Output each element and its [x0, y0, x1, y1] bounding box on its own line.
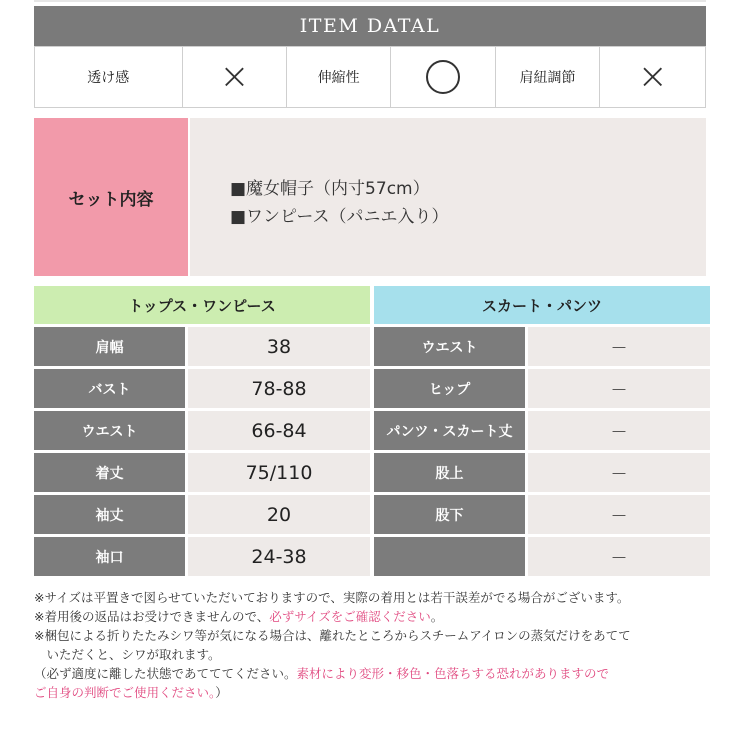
bottoms-label: ヒップ — [374, 369, 525, 408]
tops-label: 袖口 — [34, 537, 185, 576]
detail-label-stretch: 伸縮性 — [287, 47, 391, 107]
tops-row — [34, 537, 370, 576]
tops-label: ウエスト — [34, 411, 185, 450]
notes — [34, 588, 724, 702]
tops-label: バスト — [34, 369, 185, 408]
bottoms-row — [374, 537, 710, 576]
tops-row — [34, 369, 370, 408]
tops-label: 肩幅 — [34, 327, 185, 366]
note-line: ※着用後の返品はお受けできませんので、必ずサイズをご確認ください。 — [34, 609, 444, 624]
bottoms-row — [374, 369, 710, 408]
top-divider — [34, 0, 706, 2]
bottoms-row — [374, 411, 710, 450]
bottoms-row — [374, 327, 710, 366]
bottoms-label: 股上 — [374, 453, 525, 492]
tops-label: 着丈 — [34, 453, 185, 492]
detail-label-strap: 肩紐調節 — [496, 47, 601, 107]
tops-header: トップス・ワンピース — [34, 286, 370, 324]
header-title: ITEM DATAL — [299, 15, 441, 37]
detail-value-stretch — [391, 47, 496, 107]
note-line: （必ず適度に離した状態であてててください。素材により変形・移色・色落ちする恐れがありますので — [34, 666, 610, 681]
bottoms-row — [374, 495, 710, 534]
tops-value: 75/110 — [188, 453, 370, 492]
tops-value: 20 — [188, 495, 370, 534]
tops-value: 24-38 — [188, 537, 370, 576]
detail-value-strap — [600, 47, 705, 107]
note-line: いただくと、シワが取れます。 — [34, 647, 221, 662]
tops-value: 38 — [188, 327, 370, 366]
detail-label-transparency: 透け感 — [35, 47, 183, 107]
bottoms-row — [374, 453, 710, 492]
item-detail-table — [34, 46, 706, 108]
set-item: ■魔女帽子（内寸57cm） — [230, 179, 430, 199]
tops-value: 78-88 — [188, 369, 370, 408]
note-line: ご自身の判断でご使用ください。） — [34, 685, 228, 700]
bottoms-value: － — [528, 537, 710, 576]
bottoms-value: － — [528, 369, 710, 408]
tops-label: 袖丈 — [34, 495, 185, 534]
tops-row — [34, 453, 370, 492]
bottoms-label: 股下 — [374, 495, 525, 534]
bottoms-label: ウエスト — [374, 327, 525, 366]
tops-row — [34, 327, 370, 366]
bottoms-value: － — [528, 495, 710, 534]
cross-icon: × — [219, 56, 250, 97]
detail-value-transparency — [183, 47, 288, 107]
tops-row — [34, 411, 370, 450]
circle-icon — [426, 60, 460, 94]
bottoms-label: パンツ・スカート丈 — [374, 411, 525, 450]
tops-value: 66-84 — [188, 411, 370, 450]
set-contents-body — [190, 118, 706, 276]
bottoms-label — [374, 537, 525, 576]
item-detail-header — [34, 6, 706, 46]
bottoms-header: スカート・パンツ — [374, 286, 710, 324]
bottoms-value: － — [528, 453, 710, 492]
tops-row — [34, 495, 370, 534]
bottoms-value: － — [528, 327, 710, 366]
set-contents-label: セット内容 — [34, 118, 188, 276]
cross-icon: × — [637, 56, 668, 97]
bottoms-value: － — [528, 411, 710, 450]
set-item: ■ワンピース（パニエ入り） — [230, 207, 449, 227]
note-line: ※梱包による折りたたみシワ等が気になる場合は、離れたところからスチームアイロンの蒸気だけをあてて — [34, 628, 631, 643]
note-line: ※サイズは平置きで図らせていただいておりますので、実際の着用とは若干誤差がでる場合がございます。 — [34, 590, 630, 605]
